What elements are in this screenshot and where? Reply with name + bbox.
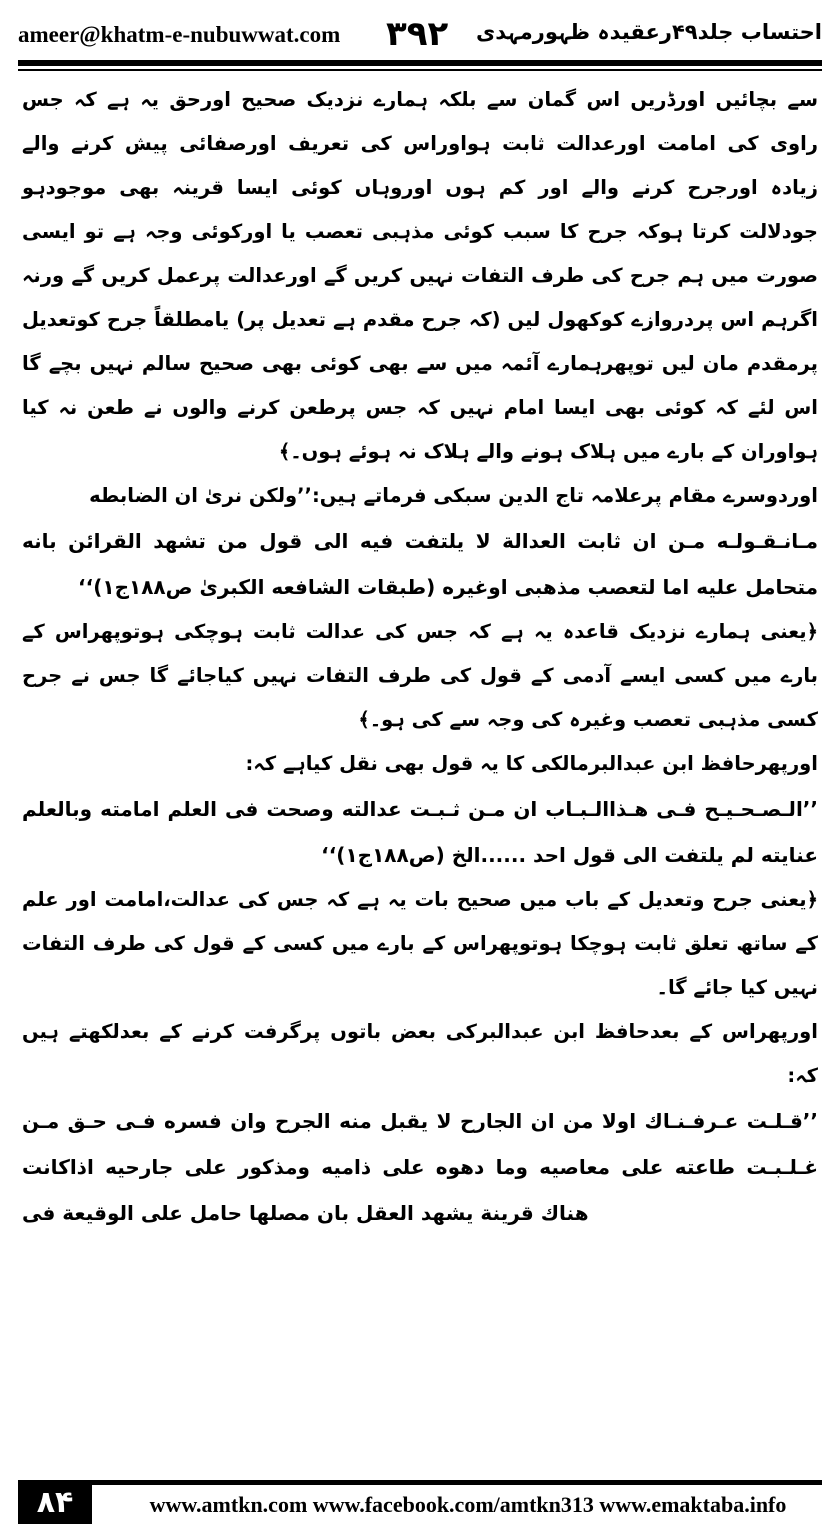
- paragraph-3: اورپھرحافظ ابن عبدالبرمالکی کا یہ قول بھی نقل کیاہے کہ:: [245, 752, 818, 775]
- translation-2: ﴿یعنی جرح وتعدیل کے باب میں صحیح بات یہ ہے کہ جس کی عدالت،امامت اور علم کے ساتھ تعلق ثابت ہوچکا ہوتوپھراس کے بارے میں کسی کے قول کی طرف التفات نہیں کیا جائے گا۔: [22, 888, 818, 999]
- footer-page-number: ۸۴: [18, 1480, 92, 1524]
- header-title: احتساب جلد۴۹رعقیدہ ظہورمہدی: [476, 20, 822, 44]
- header-email[interactable]: ameer@khatm-e-nubuwwat.com: [18, 22, 341, 47]
- page-footer: [18, 1480, 822, 1526]
- arabic-quote-3: ’’قـلـت عـرفـنـاك اولا من ان الجارح لا يقبل منه الجرح وان فسره فـى حـق مـن غـلـبـت طاعته على معاصيه وما دهوه على ذاميه ومذكور على جارحيه اذاكانت هناك قرينة يشهد العقل بان مصلها حامل على الوقيعة فى: [22, 1109, 818, 1225]
- page-body: [22, 78, 818, 1468]
- paragraph-4: اورپھراس کے بعدحافظ ابن عبدالبرکی بعض باتوں پرگرفت کرنے کے بعدلکھتے ہیں کہ:: [22, 1020, 818, 1087]
- header-rule-thin: [18, 69, 822, 71]
- arabic-quote-2: ’’الـصـحـيـح فـى هـذاالـبـاب ان مـن ثـبـت عدالته وصحت فى العلم امامته وبالعلم عنايته لم يلتفت الى قول احد ......الخ (ص۱۸۸ج۱)‘‘: [22, 797, 818, 867]
- paragraph-2: اوردوسرے مقام پرعلامہ تاج الدین سبکی فرماتے ہیں:’’ولکن نریٰ ان الضابطه: [89, 484, 818, 507]
- footer-links[interactable]: www.amtkn.com www.facebook.com/amtkn313 www.emaktaba.info: [149, 1492, 787, 1517]
- paragraph-1: سے بچائیں اورڈریں اس گمان سے بلکہ ہمارے نزدیک صحیح اورحق یہ ہے کہ جس راوی کی امامت اورعدالت ثابت ہواوراس کی تعریف اورصفائی پیش کرنے والے زیادہ اورجرح کرنے والے اور کم ہوں اوروہاں کوئی ایسا قرینہ بھی موجودہو جودلالت کرتا ہوکہ جرح کا سبب کوئی مذہبی تعصب یا اورکوئی وجہ ہے تو ایسی صورت میں ہم جرح کی طرف التفات نہیں کریں گے اورعدالت پرعمل کریں گے ورنہ اگرہم اس پردروازے کوکھول لیں (کہ جرح مقدم ہے تعدیل پر) یامطلقاً جرح کوتعدیل پرمقدم مان لیں توپھرہمارے آئمہ میں سے بھی کوئی بھی صحیح سالم نہیں بچے گا اس لئے کہ کوئی بھی ایسا امام نہیں کہ جس پرطعن کرنے والوں نے طعن نہ کیا ہواوران کے بارے میں ہلاک ہونے والے ہلاک نہ ہوئے ہوں۔﴾: [22, 88, 818, 463]
- header-page-number: ۳۹۲: [386, 14, 449, 54]
- arabic-quote-1: مـانـقـولـه مـن ان ثابت العدالة لا يلتفت فيه الى قول من تشهد القرائن بانه متحامل عليه اما لتعصب مذهبى اوغيره (طبقات الشافعه الكبرىٰ ص۱۸۸ج۱)‘‘: [22, 529, 818, 599]
- translation-1: ﴿یعنی ہمارے نزدیک قاعدہ یہ ہے کہ جس کی عدالت ثابت ہوچکی ہوتوپھراس کے بارے میں کسی ایسے آدمی کے قول کی طرف التفات نہیں کیاجائے گا جس نے جرح کسی مذہبی تعصب وغیرہ کی وجہ سے کی ہو۔﴾: [22, 620, 818, 731]
- header-rule: [18, 60, 822, 66]
- page-header: [18, 14, 822, 66]
- footer-rule: [92, 1480, 822, 1485]
